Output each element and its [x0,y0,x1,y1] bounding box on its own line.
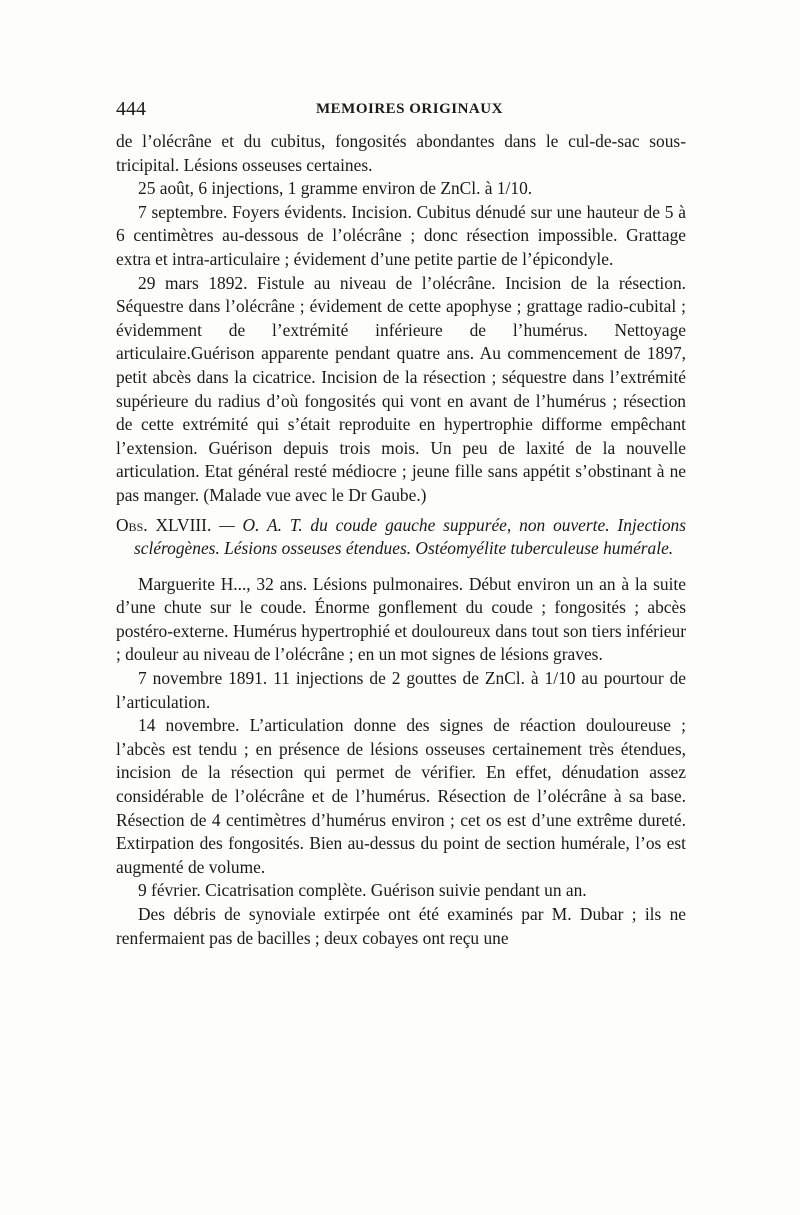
paragraph: Marguerite H..., 32 ans. Lésions pulmonaires. Début environ un an à la suite d’une chute sur le coude. Énorme gonflement du coude ; fongosités ; abcès postéro-externe. Humérus hypertrophié et douloureux dans tout son tiers inférieur ; douleur au niveau de l’olécrâne ; en un mot signes de lésions graves. [116,573,686,665]
observation-heading [116,514,686,561]
observation-label: Obs. XLVIII. [116,514,212,535]
paragraph-continuation: de l’olécrâne et du cubitus, fongosités abondantes dans le cul-de-sac sous-tricipital. Lésions osseuses certaines. [116,131,686,175]
paragraph: 7 novembre 1891. 11 injections de 2 gouttes de ZnCl. à 1/10 au pourtour de l’articulation. [116,668,686,712]
page-number: 444 [116,98,146,120]
paragraph: 7 septembre. Foyers évidents. Incision. Cubitus dénudé sur une hauteur de 5 à 6 centimètres au-dessous de l’olécrâne ; donc résection impossible. Grattage extra et intra-articulaire ; évidement d’une petite partie de l’épicondyle. [116,201,686,269]
paragraph: 14 novembre. L’articulation donne des signes de réaction douloureuse ; l’abcès est tendu ; en présence de lésions osseuses certainement très étendues, incision de la résection qui permet de vérifier. En effet, dénudation assez considérable de l’olécrâne et de l’humérus. Résection de l’olécrâne à sa base. Résection de 4 centimètres d’humérus environ ; cet os est d’une extrême dureté. Extirpation des fongosités. Bien au-dessus du point de section humérale, l’os est augmenté de volume. [116,715,686,877]
paragraph: 25 août, 6 injections, 1 gramme environ de ZnCl. à 1/10. [138,178,533,199]
page-header [116,98,686,126]
paragraph: Des débris de synoviale extirpée ont été examinés par M. Dubar ; ils ne renfermaient pas de bacilles ; deux cobayes ont reçu une [116,904,686,948]
paragraph: 29 mars 1892. Fistule au niveau de l’olécrâne. Incision de la résection. Séquestre dans l’olécrâne ; évidement de cette apophyse ; grattage radio-cubital ; évidemment de l’extrémité inférieure de l’humérus. Nettoyage articulaire.Guérison apparente pendant quatre ans. Au commencement de 1897, petit abcès dans la cicatrice. Incision de la résection ; séquestre dans l’extrémité supérieure du radius d’où fongosités qui vont en avant de l’humérus ; résection de cette extrémité qui s’était reproduite en hypertrophie difforme empêchant l’extension. Guérison depuis trois mois. Un peu de laxité de la nouvelle articulation. Etat général resté médiocre ; jeune fille sans appétit s’obstinant à ne pas manger. (Malade vue avec le Dr Gaube.) [116,272,686,505]
running-title: MEMOIRES ORIGINAUX [316,101,503,117]
observation-title: — O. A. T. du coude gauche suppurée, non ouverte. Injections sclérogènes. Lésions osseuses étendues. Ostéomyélite tuberculeuse humérale. [134,514,687,559]
body-text [116,130,686,950]
paragraph: 9 février. Cicatrisation complète. Guérison suivie pendant un an. [138,880,587,901]
